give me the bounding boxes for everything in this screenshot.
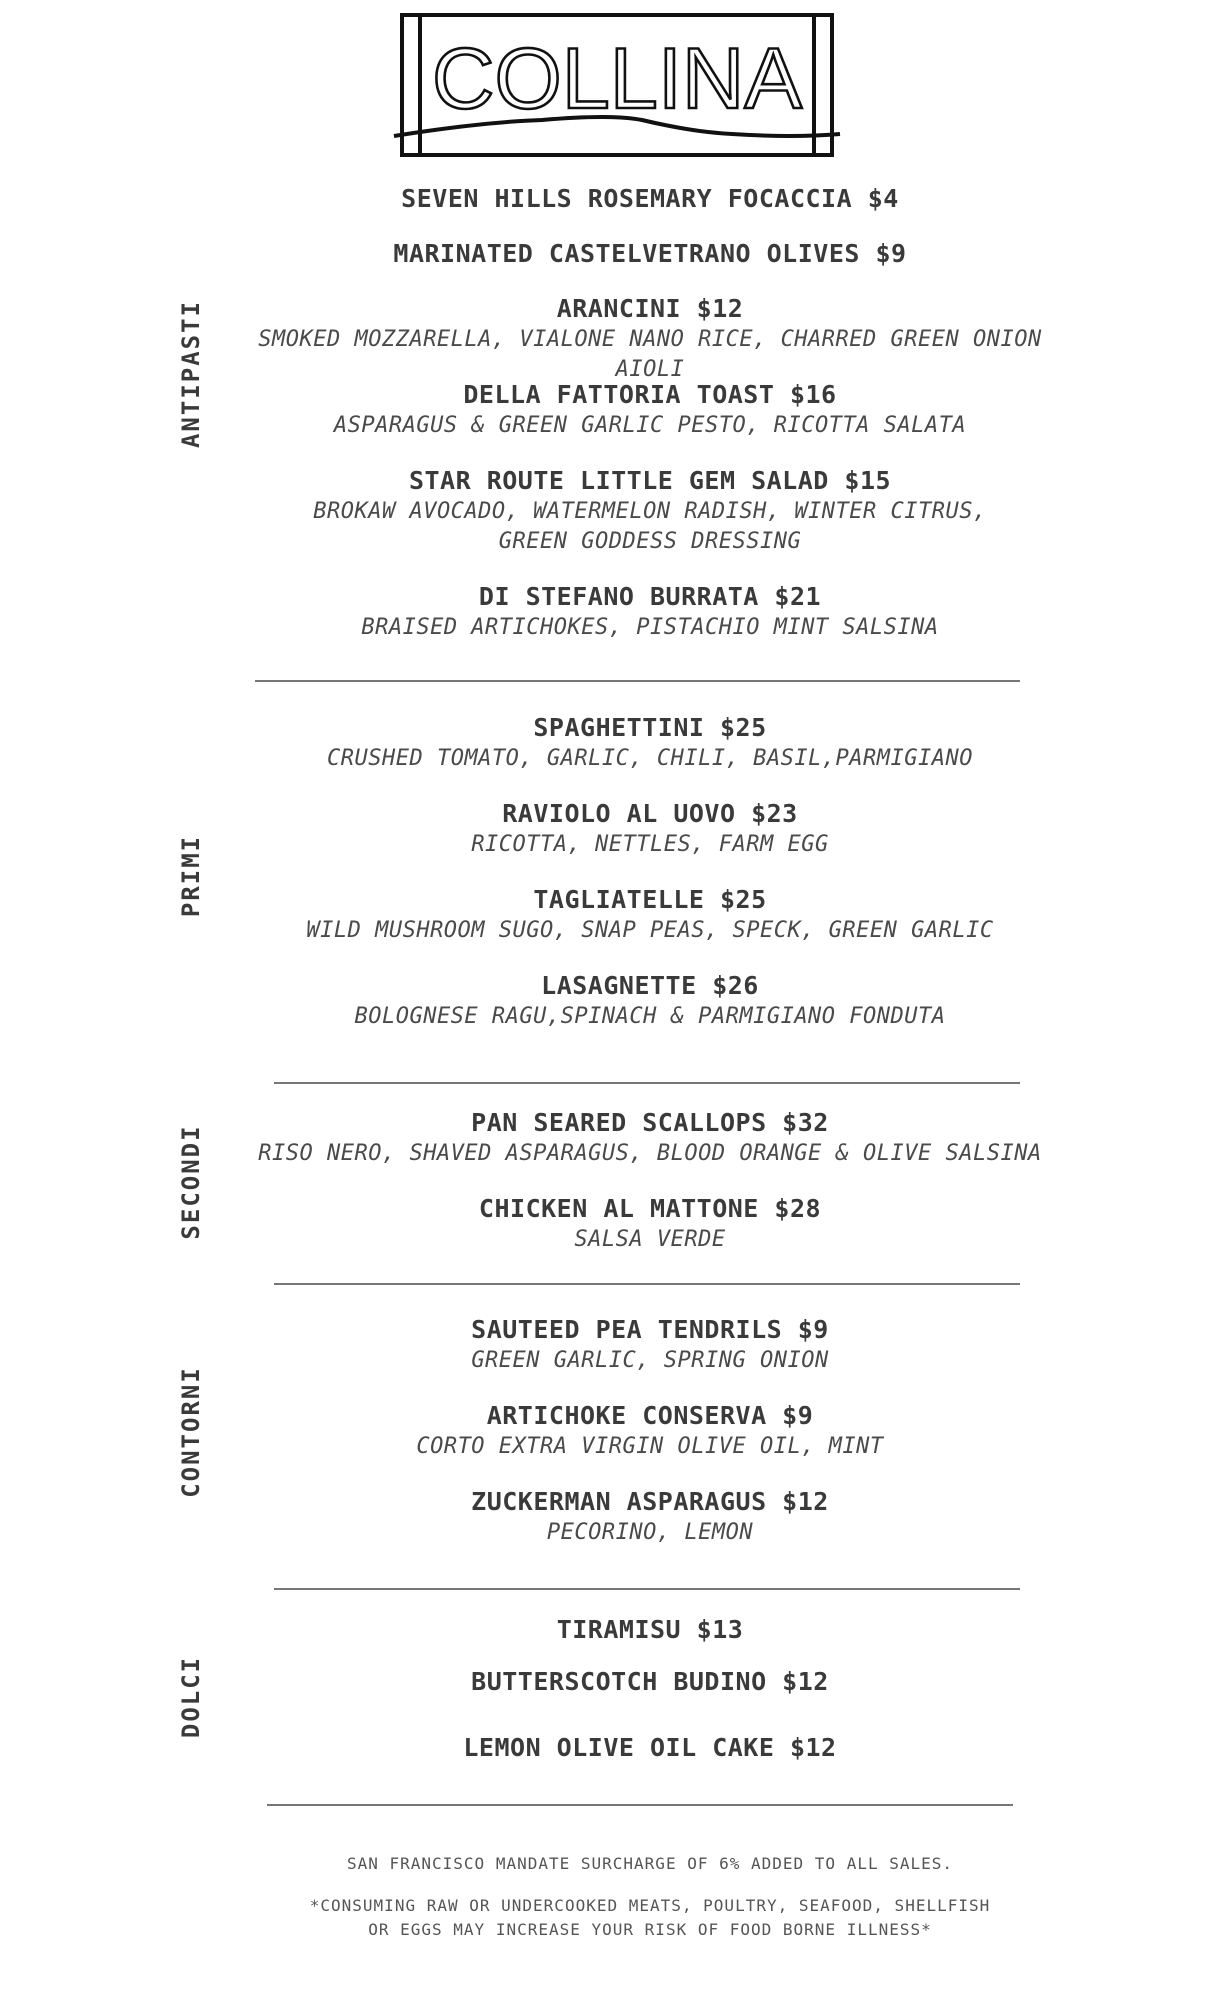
item-name: LEMON OLIVE OIL CAKE $12 [463, 1733, 837, 1762]
menu-item [240, 1314, 1060, 1376]
menu-item [240, 1193, 1060, 1255]
menu-item [240, 1732, 1060, 1764]
item-name: SEVEN HILLS ROSEMARY FOCACCIA $4 [401, 184, 899, 213]
menu-item [240, 1400, 1060, 1462]
item-name: STAR ROUTE LITTLE GEM SALAD $15 [408, 466, 892, 495]
section-label-dolci: DOLCI [177, 1655, 205, 1739]
section-divider [255, 680, 1020, 682]
item-description: GREEN GARLIC, SPRING ONION [471, 1348, 829, 1373]
menu-item [240, 465, 1060, 557]
item-name: SAUTEED PEA TENDRILS $9 [471, 1315, 829, 1344]
item-name: ZUCKERMAN ASPARAGUS $12 [471, 1487, 829, 1516]
item-name: LASAGNETTE $26 [541, 971, 759, 1000]
collina-logo [392, 12, 842, 160]
item-name: ARTICHOKE CONSERVA $9 [486, 1401, 814, 1430]
item-description-line2: GREEN GODDESS DRESSING [498, 529, 802, 554]
item-name: DI STEFANO BURRATA $21 [478, 582, 822, 611]
item-name: BUTTERSCOTCH BUDINO $12 [471, 1667, 829, 1696]
section-divider [274, 1082, 1020, 1084]
menu-item [240, 379, 1060, 441]
item-name: CHICKEN AL MATTONE $28 [478, 1194, 822, 1223]
item-description: CORTO EXTRA VIRGIN OLIVE OIL, MINT [416, 1434, 884, 1459]
item-description: CRUSHED TOMATO, GARLIC, CHILI, BASIL,PARMIGIANO [326, 746, 974, 771]
menu-item [240, 970, 1060, 1032]
menu-item [240, 712, 1060, 774]
menu-item [240, 581, 1060, 643]
section-label-secondi: SECONDI [177, 1124, 205, 1240]
restaurant-name: COLLINA [432, 31, 803, 127]
food-safety-warning [260, 1894, 1040, 1942]
item-name: TAGLIATELLE $25 [533, 885, 767, 914]
menu-item [240, 1666, 1060, 1698]
item-description: BRAISED ARTICHOKES, PISTACHIO MINT SALSINA [361, 615, 939, 640]
item-description: WILD MUSHROOM SUGO, SNAP PEAS, SPECK, GREEN GARLIC [306, 918, 994, 943]
item-name: MARINATED CASTELVETRANO OLIVES $9 [393, 239, 907, 268]
section-label-contorni: CONTORNI [177, 1366, 205, 1498]
warning-line-1: *CONSUMING RAW OR UNDERCOOKED MEATS, POULTRY, SEAFOOD, SHELLFISH [309, 1896, 991, 1915]
menu-item [240, 293, 1060, 385]
section-label-primi: PRIMI [177, 834, 205, 918]
item-description: PECORINO, LEMON [546, 1520, 754, 1545]
warning-line-2: OR EGGS MAY INCREASE YOUR RISK OF FOOD BORNE ILLNESS* [368, 1920, 932, 1939]
item-name: SPAGHETTINI $25 [533, 713, 767, 742]
section-divider [274, 1283, 1020, 1285]
menu-item [240, 1614, 1060, 1646]
item-name: PAN SEARED SCALLOPS $32 [471, 1108, 829, 1137]
item-description: RISO NERO, SHAVED ASPARAGUS, BLOOD ORANGE & OLIVE SALSINA [258, 1141, 1042, 1166]
item-description: BOLOGNESE RAGU,SPINACH & PARMIGIANO FONDUTA [354, 1004, 946, 1029]
section-divider [274, 1588, 1020, 1590]
menu-item [240, 238, 1060, 270]
item-description: ASPARAGUS & GREEN GARLIC PESTO, RICOTTA SALATA [333, 413, 967, 438]
item-name: ARANCINI $12 [556, 294, 744, 323]
item-description: SMOKED MOZZARELLA, VIALONE NANO RICE, CHARRED GREEN ONION AIOLI [258, 327, 1042, 382]
section-divider [267, 1804, 1013, 1806]
menu-item [240, 798, 1060, 860]
menu-item [240, 1107, 1060, 1169]
item-name: RAVIOLO AL UOVO $23 [502, 799, 798, 828]
item-name: TIRAMISU $13 [556, 1615, 744, 1644]
menu-item [240, 1486, 1060, 1548]
item-description: BROKAW AVOCADO, WATERMELON RADISH, WINTER CITRUS, [313, 499, 987, 524]
item-description: SALSA VERDE [574, 1227, 726, 1252]
item-name: DELLA FATTORIA TOAST $16 [463, 380, 837, 409]
menu-item [240, 183, 1060, 215]
menu-item [240, 884, 1060, 946]
surcharge-notice: SAN FRANCISCO MANDATE SURCHARGE OF 6% ADDED TO ALL SALES. [346, 1854, 954, 1873]
section-label-antipasti: ANTIPASTI [177, 299, 205, 449]
item-description: RICOTTA, NETTLES, FARM EGG [471, 832, 829, 857]
